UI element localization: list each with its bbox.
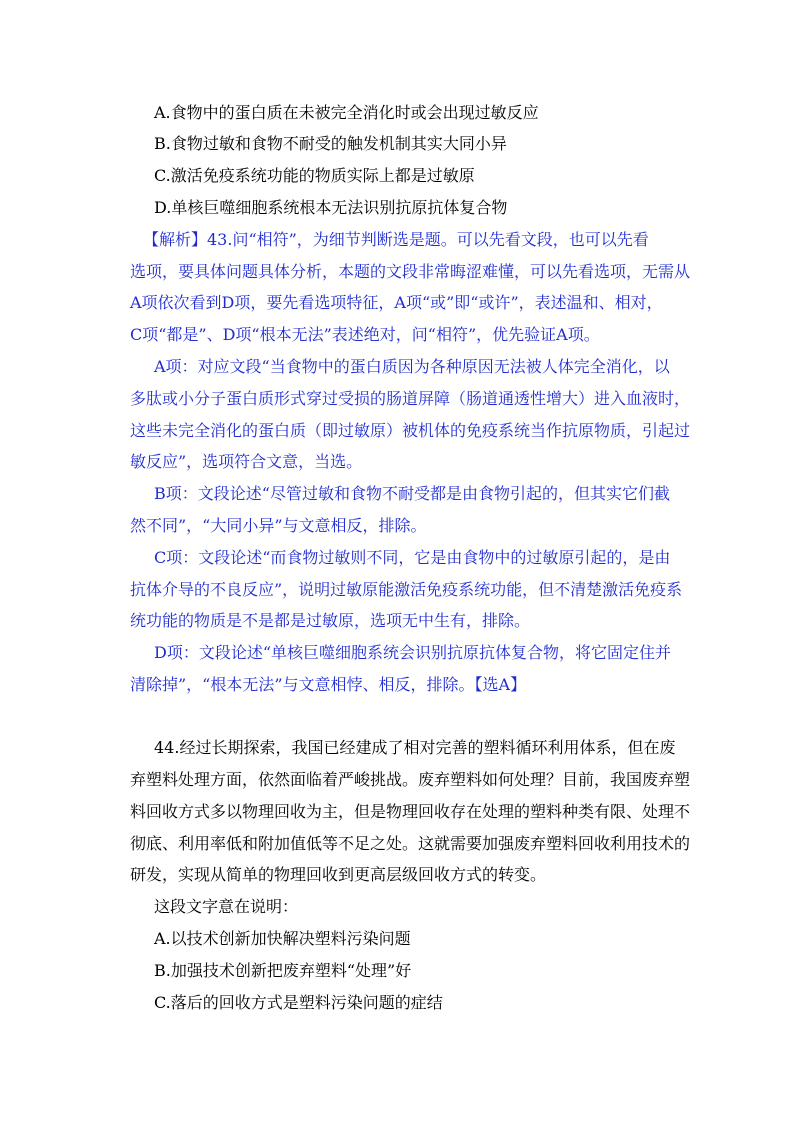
analysis-c-line: 统功能的物质是不是都是过敏原，选项无中生有，排除。	[130, 611, 531, 630]
q44-stem-line: 研发，实现从简单的物理回收到更高层级回收方式的转变。	[130, 865, 547, 884]
q44-option-c: C.落后的回收方式是塑料污染问题的症结	[154, 993, 443, 1012]
analysis-c-line: 抗体介导的不良反应”，说明过敏原能激活免疫系统功能，但不清楚激活免疫系	[130, 580, 683, 599]
analysis-b-line: 然不同”，“大同小异”与文意相反，排除。	[130, 516, 427, 535]
q43-option-b: B.食物过敏和食物不耐受的触发机制其实大同小异	[154, 134, 507, 153]
analysis-intro-line: 【解析】43.问“相符”，为细节判断选是题。可以先看文段，也可以先看	[143, 230, 649, 249]
analysis-intro-line: 选项，要具体问题具体分析，本题的文段非常晦涩难懂，可以先看选项，无需从	[130, 262, 691, 281]
analysis-intro-line: A项依次看到D项，要先看选项特征，A项“或”即“或许”，表述温和、相对，	[130, 293, 663, 312]
q44-option-a: A.以技术创新加快解决塑料污染问题	[154, 929, 411, 948]
q44-stem-line: 彻底、利用率低和附加值低等不足之处。这就需要加强废弃塑料回收利用技术的	[130, 834, 691, 853]
q44-stem-line: 弃塑料处理方面，依然面临着严峻挑战。废弃塑料如何处理？目前，我国废弃塑	[130, 770, 691, 789]
q44-stem-line: 料回收方式多以物理回收为主，但是物理回收存在处理的塑料种类有限、处理不	[130, 802, 691, 821]
analysis-c-line: C项：文段论述“而食物过敏则不同，它是由食物中的过敏原引起的，是由	[154, 548, 671, 567]
analysis-a-line: 多肽或小分子蛋白质形式穿过受损的肠道屏障（肠道通透性增大）进入血液时，	[130, 389, 691, 408]
q44-question: 这段文字意在说明：	[154, 897, 299, 916]
analysis-d-line: 清除掉”，“根本无法”与文意相悖、相反，排除。【选A】	[130, 675, 527, 694]
q44-stem-line: 44.经过长期探索，我国已经建成了相对完善的塑料循环利用体系，但在废	[154, 738, 676, 757]
analysis-a-line: 敏反应”，选项符合文意，当选。	[130, 452, 363, 471]
analysis-a-line: A项：对应文段“当食物中的蛋白质因为各种原因无法被人体完全消化，以	[154, 357, 670, 376]
q43-option-d: D.单核巨噬细胞系统根本无法识别抗原抗体复合物	[154, 198, 508, 217]
analysis-b-line: B项：文段论述“尽管过敏和食物不耐受都是由食物引起的，但其实它们截	[154, 484, 670, 503]
q44-option-b: B.加强技术创新把废弃塑料“处理”好	[154, 961, 412, 980]
analysis-intro-line: C项“都是”、D项“根本无法”表述绝对，问“相符”，优先验证A项。	[130, 325, 600, 344]
analysis-d-line: D项：文段论述“单核巨噬细胞系统会识别抗原抗体复合物，将它固定住并	[154, 643, 672, 662]
analysis-a-line: 这些未完全消化的蛋白质（即过敏原）被机体的免疫系统当作抗原物质，引起过	[130, 421, 691, 440]
q43-option-c: C.激活免疫系统功能的物质实际上都是过敏原	[154, 166, 475, 185]
q43-option-a: A.食物中的蛋白质在未被完全消化时或会出现过敏反应	[154, 103, 539, 122]
